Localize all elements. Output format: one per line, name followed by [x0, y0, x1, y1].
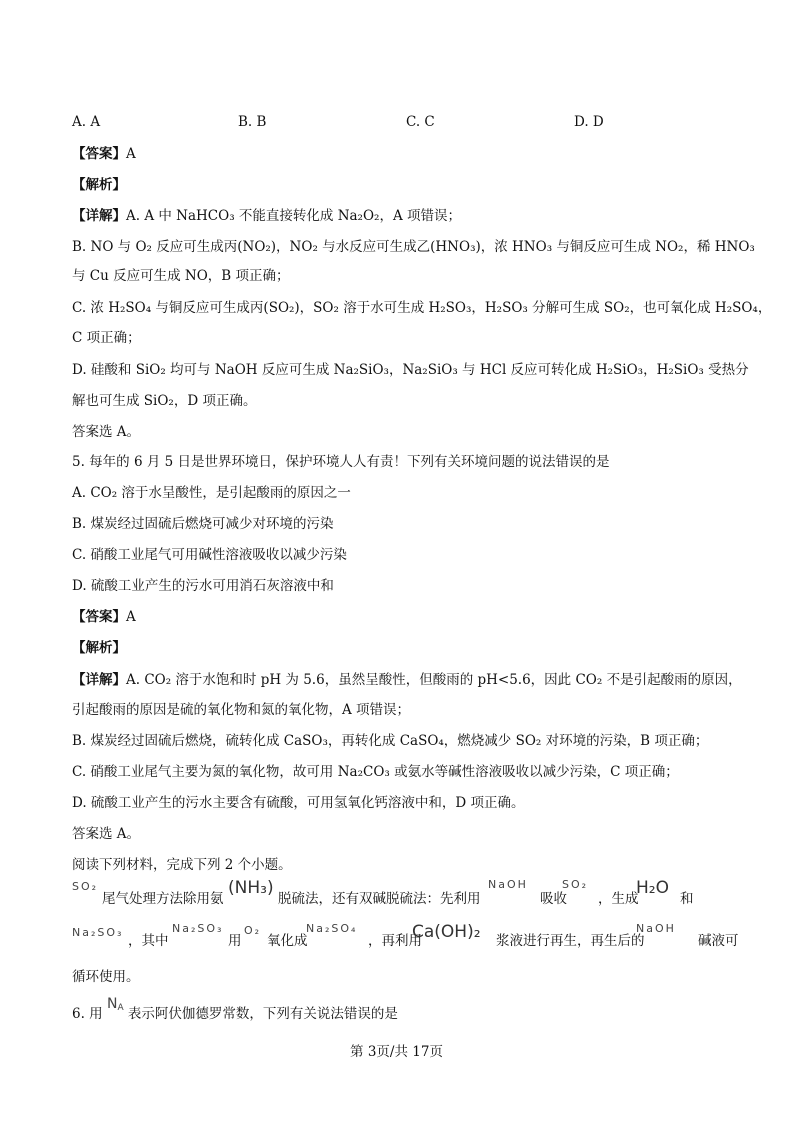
q5-stem: 5. 每年的 6 月 5 日是世界环境日，保护环境人人有责！下列有关环境问题的说法错误的是 — [72, 454, 610, 470]
material-text-6: ，其中 — [128, 933, 169, 949]
material-intro: 阅读下列材料，完成下列 2 个小题。 — [72, 857, 292, 873]
q5-answer — [72, 607, 136, 627]
answer-label: 【答案】 — [72, 146, 126, 162]
q5-detail-a1: 【详解】A. CO₂ 溶于水饱和时 pH 为 5.6，虽然呈酸性，但酸雨的 pH<5.6，因此 CO₂ 不是引起酸雨的原因， — [72, 672, 742, 688]
q4-detail-b2: 与 Cu 反应可生成 NO，B 项正确； — [72, 268, 290, 284]
q4-option-d: D. D — [574, 114, 604, 130]
formula-so2: SO₂ — [72, 880, 99, 893]
material-text-7: 用 — [228, 933, 242, 949]
q5-detail-d: D. 硫酸工业产生的污水主要含有硫酸，可用氢氧化钙溶液中和，D 项正确。 — [72, 795, 525, 811]
formula-na2so3-b: Na₂SO₃ — [172, 922, 224, 935]
material-text-10: 浆液进行再生，再生后的 — [496, 933, 645, 949]
q4-detail-d1: D. 硅酸和 SiO₂ 均可与 NaOH 反应可生成 Na₂SiO₃，Na₂SiO₃ 与 HCl 反应可转化成 H₂SiO₃，H₂SiO₃ 受热分 — [72, 362, 749, 378]
answer-label: 【答案】 — [72, 609, 126, 625]
q4-detail-d2: 解也可生成 SiO₂，D 项正确。 — [72, 393, 257, 409]
q4-option-a: A. A — [72, 114, 101, 130]
q4-answer — [72, 144, 136, 164]
na-symbol: $N_A$ — [106, 996, 124, 1013]
q5-option-c: C. 硝酸工业尾气可用碱性溶液吸收以减少污染 — [72, 547, 347, 563]
material-text-12: 循环使用。 — [72, 969, 140, 985]
q4-analysis-heading: 【解析】 — [72, 177, 126, 193]
q5-conclusion: 答案选 A。 — [72, 826, 141, 842]
q4-option-c: C. C — [406, 114, 435, 130]
q4-conclusion: 答案选 A。 — [72, 424, 141, 440]
formula-caoh2: Ca(OH)₂ — [412, 922, 481, 942]
q4-detail-c1: C. 浓 H₂SO₄ 与铜反应可生成丙(SO₂)，SO₂ 溶于水可生成 H₂SO₃，H₂SO₃ 分解可生成 SO₂，也可氧化成 H₂SO₄， — [72, 300, 772, 316]
formula-nh3: (NH₃) — [228, 878, 274, 898]
page-footer: 第 3页/共 17页 — [350, 1044, 443, 1060]
material-text-2: 脱硫法，还有双碱脱硫法：先利用 — [278, 891, 481, 907]
material-text-8: 氧化成 — [267, 933, 308, 949]
q4-detail-a: 【详解】A. A 中 NaHCO₃ 不能直接转化成 Na₂O₂，A 项错误； — [72, 208, 461, 224]
q4-option-b: B. B — [238, 114, 267, 130]
formula-naoh: NaOH — [488, 878, 528, 891]
q6-stem: 6. 用 $N_A$ 表示阿伏伽德罗常数，下列有关说法错误的是 — [72, 996, 398, 1022]
q5-option-a: A. CO₂ 溶于水呈酸性，是引起酸雨的原因之一 — [72, 485, 351, 501]
answer-value: A — [126, 146, 136, 162]
material-text-9: ，再利用 — [368, 933, 422, 949]
q5-detail-c: C. 硝酸工业尾气主要为氮的氧化物，故可用 Na₂CO₃ 或氨水等碱性溶液吸收以减少污染，C 项正确； — [72, 764, 679, 780]
formula-na2so3: Na₂SO₃ — [72, 926, 124, 939]
formula-na2so4: Na₂SO₄ — [306, 922, 358, 935]
q5-detail-b: B. 煤炭经过固硫后燃烧，硫转化成 CaSO₃，再转化成 CaSO₄，燃烧减少 SO₂ 对环境的污染，B 项正确； — [72, 733, 709, 749]
formula-so2-b: SO₂ — [562, 878, 589, 891]
material-text-4: ，生成 — [598, 891, 639, 907]
q5-option-d: D. 硫酸工业产生的污水可用消石灰溶液中和 — [72, 578, 334, 594]
formula-naoh-b: NaOH — [636, 922, 676, 935]
q4-detail-b1: B. NO 与 O₂ 反应可生成丙(NO₂)，NO₂ 与水反应可生成乙(HNO₃)，浓 HNO₃ 与铜反应可生成 NO₂，稀 HNO₃ — [72, 239, 755, 255]
detail-label: 【详解】 — [72, 672, 126, 688]
detail-label: 【详解】 — [72, 208, 126, 224]
material-text-1: 尾气处理方法除用氨 — [102, 891, 224, 907]
material-text-11: 碱液可 — [698, 933, 739, 949]
q5-analysis-heading: 【解析】 — [72, 640, 126, 656]
formula-o2: O₂ — [244, 924, 262, 937]
q5-option-b: B. 煤炭经过固硫后燃烧可减少对环境的污染 — [72, 516, 334, 532]
q4-detail-c2: C 项正确； — [72, 330, 141, 346]
q5-detail-a2: 引起酸雨的原因是硫的氧化物和氮的氧化物，A 项错误； — [72, 702, 411, 718]
answer-value: A — [126, 609, 136, 625]
formula-h2o: H₂O — [636, 878, 669, 898]
material-text-3: 吸收 — [540, 891, 567, 907]
material-text-5: 和 — [680, 891, 694, 907]
